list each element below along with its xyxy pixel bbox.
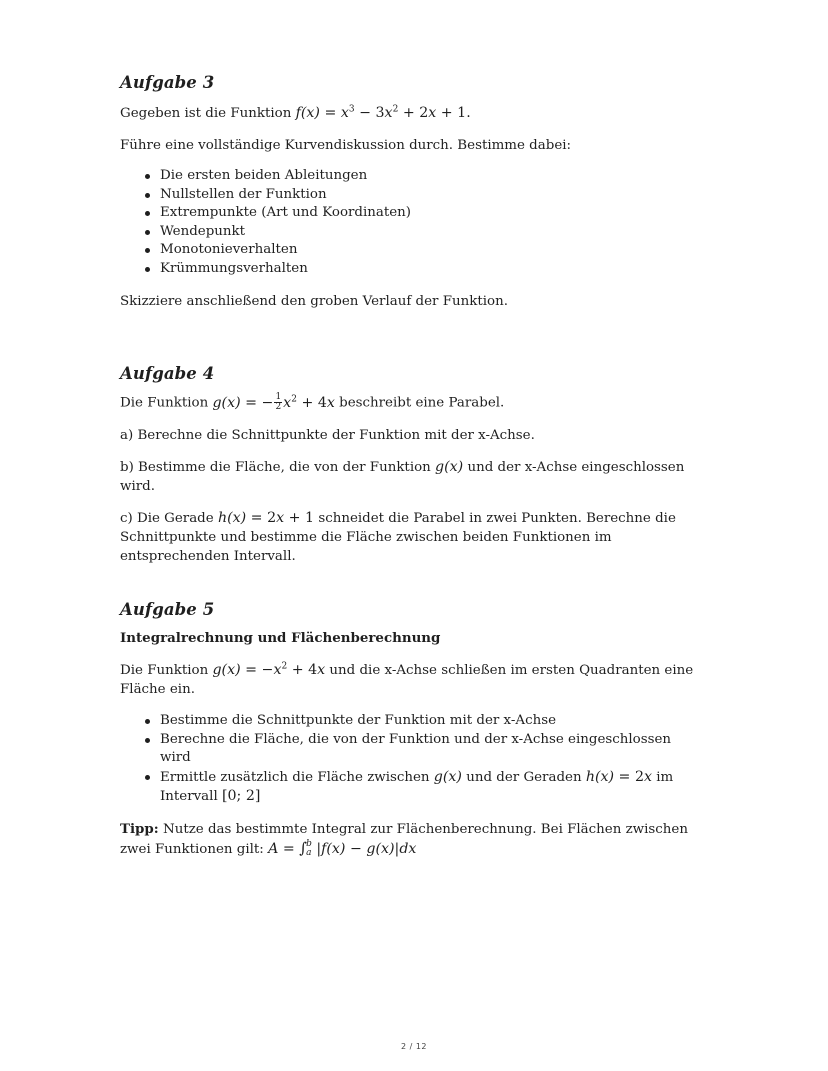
task-5 — [120, 599, 700, 859]
list-item: Ermittle zusätzlich die Fläche zwischen g(x) und der Geraden h(x) = 2x im Intervall [0; 2] — [160, 768, 700, 807]
task-5-intro: Die Funktion $g(x) = -x^2 + 4x$ und die x-Achse schließen im ersten Quadranten eine Fläche ein. — [120, 661, 694, 697]
task-5-function-g: $g(x) = -x^2 + 4x$ — [212, 661, 326, 678]
task-3-intro: Gegeben ist die Funktion $f(x) = x^3 - 3x^2 + 2x + 1$. — [120, 104, 471, 121]
task-3 — [120, 72, 700, 311]
list-item: Extrempunkte (Art und Koordinaten) — [160, 204, 700, 223]
list-item: Krümmungsverhalten — [160, 260, 700, 279]
task-3-list — [120, 167, 700, 279]
task-4-part-a: a) Berechne die Schnittpunkte der Funktion mit der x-Achse. — [120, 427, 535, 443]
list-item: Die ersten beiden Ableitungen — [160, 167, 700, 186]
list-item: Nullstellen der Funktion — [160, 186, 700, 205]
list-item: Bestimme die Schnittpunkte der Funktion mit der x-Achse — [160, 712, 700, 731]
task-4-title: Aufgabe 4 — [120, 364, 215, 383]
task-3-closing: Skizziere anschließend den groben Verlauf der Funktion. — [120, 293, 508, 309]
tip-label: Tipp: — [120, 820, 159, 837]
task-5-list — [120, 712, 700, 807]
list-item: Monotonieverhalten — [160, 241, 700, 260]
task-3-title: Aufgabe 3 — [120, 73, 215, 92]
task-4-function-h: h(x) = 2x + 1 — [217, 509, 315, 526]
task-4-part-c: c) Die Gerade h(x) = 2x + 1 schneidet die Parabel in zwei Punkten. Berechne die Schnittpunkte und bestimme die Fläche zwischen beiden Funktionen im entsprechenden Intervall. — [120, 509, 676, 564]
task-5-tip: Tipp: Nutze das bestimmte Integral zur Flächenberechnung. Bei Flächen zwischen zwei Funktionen gilt: A = ∫ b a |f(x) − g(x)|dx — [120, 820, 688, 858]
task-4-intro: Die Funktion g(x) = − $\frac{1}{2}$ $x^2 + 4x$ beschreibt eine Parabel. — [120, 392, 505, 412]
task-5-subheading: Integralrechnung und Flächenberechnung — [120, 630, 441, 646]
task-4-part-b: b) Bestimme die Fläche, die von der Funktion g(x) und der x-Achse eingeschlossen wird. — [120, 458, 685, 494]
list-item: Wendepunkt — [160, 223, 700, 242]
task-3-function: $f(x) = x^3 - 3x^2 + 2x + 1$. — [295, 104, 471, 121]
list-item: Berechne die Fläche, die von der Funktion und der x-Achse eingeschlossen wird — [160, 731, 700, 768]
task-4 — [120, 363, 700, 566]
task-4-function-g: g(x) = − $\frac{1}{2}$ $x^2 + 4x$ — [212, 392, 335, 412]
area-formula: A = ∫ b a |f(x) − g(x)|dx — [268, 838, 417, 858]
task-5-title: Aufgabe 5 — [120, 600, 215, 619]
page-number: 2 / 12 — [400, 1042, 428, 1051]
task-3-instruction: Führe eine vollständige Kurvendiskussion durch. Bestimme dabei: — [120, 138, 572, 153]
